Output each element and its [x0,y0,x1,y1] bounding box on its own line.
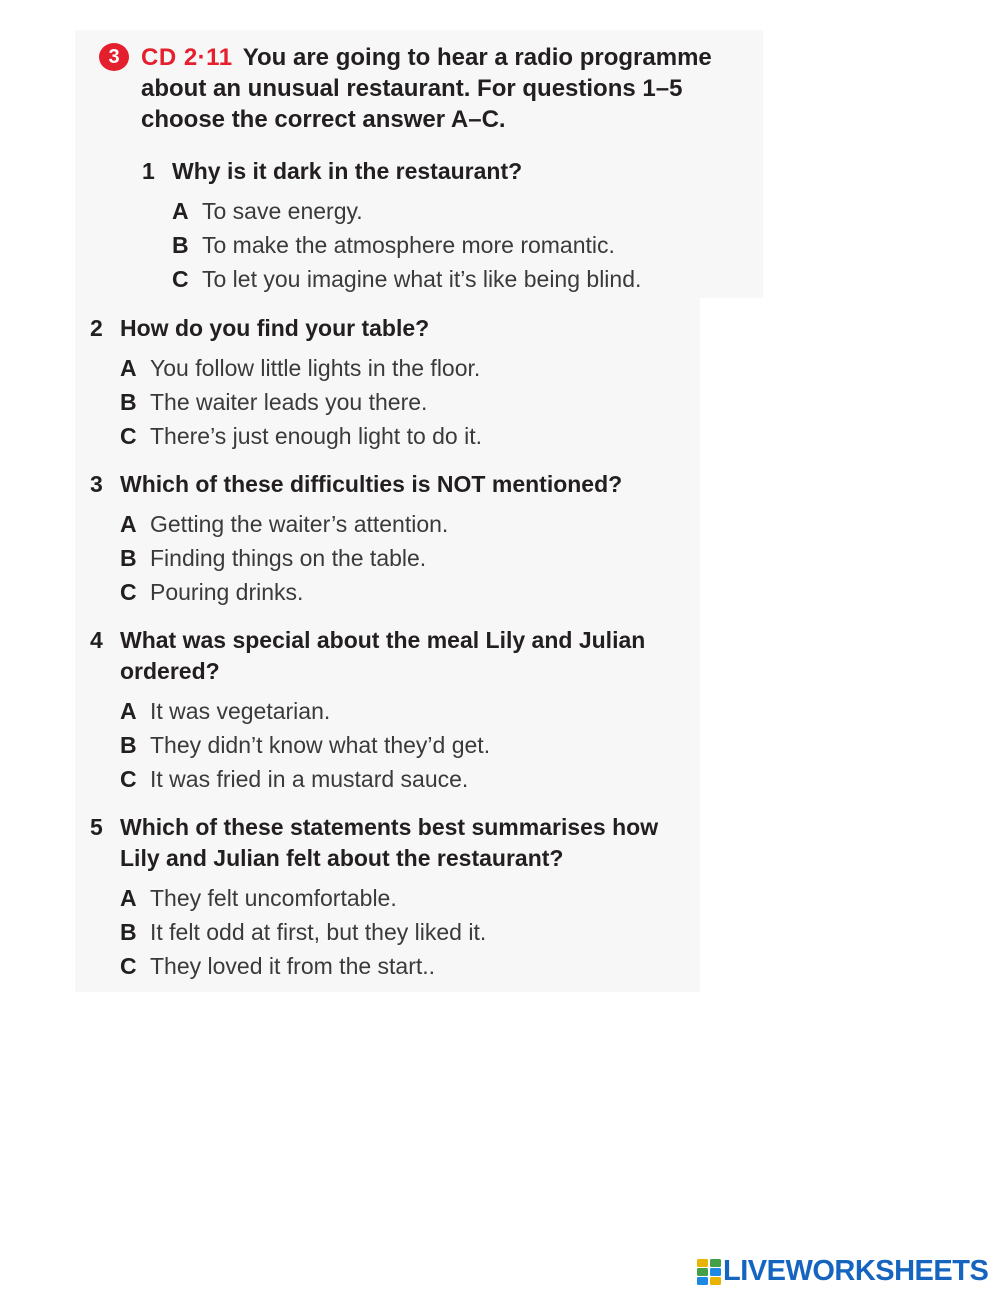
option-letter: A [120,355,137,381]
option-letter: A [120,885,137,911]
question-text: What was special about the meal Lily and Julian ordered? [120,627,646,684]
option-letter: C [120,423,137,449]
option-text: To make the atmosphere more romantic. [202,232,615,258]
question-number: 2 [90,315,103,341]
option-text: They loved it from the start.. [150,953,436,979]
option-text: Finding things on the table. [150,545,427,571]
brand-name: LIVEWORKSHEETS [723,1255,989,1287]
question-4 [90,625,690,796]
option-text: Getting the waiter’s attention. [150,511,449,537]
answer-option[interactable] [120,419,690,453]
answer-option[interactable] [172,262,742,296]
option-text: They felt uncomfortable. [150,885,397,911]
option-letter: C [120,953,137,979]
option-text: It felt odd at first, but they liked it. [150,919,487,945]
question-stem [142,156,742,187]
option-letter: C [172,266,189,292]
answer-option[interactable] [120,541,690,575]
option-text: To save energy. [202,198,363,224]
question-stem [90,469,690,500]
cd-track-label: CD 2·11 [141,44,233,71]
option-letter: A [172,198,189,224]
option-text: They didn’t know what they’d get. [150,732,491,758]
question-text: Which of these difficulties is NOT mentioned? [120,471,623,497]
answer-option[interactable] [172,194,742,228]
answer-option[interactable] [120,507,690,541]
option-letter: C [120,579,137,605]
option-letter: C [120,766,137,792]
option-letter: B [120,919,137,945]
question-stem [90,812,690,874]
answer-option[interactable] [120,728,690,762]
option-text: The waiter leads you there. [150,389,428,415]
option-text: It was vegetarian. [150,698,331,724]
question-3 [90,469,690,609]
option-text: Pouring drinks. [150,579,304,605]
option-letter: B [172,232,189,258]
question-text: Which of these statements best summarises how Lily and Julian felt about the restaurant? [120,814,659,871]
question-text: How do you find your table? [120,315,430,341]
option-text: There’s just enough light to do it. [150,423,483,449]
option-letter: A [120,698,137,724]
question-5 [90,812,690,983]
question-number: 3 [90,471,103,497]
answer-option[interactable] [120,949,690,983]
answer-option[interactable] [120,385,690,419]
option-letter: B [120,545,137,571]
instruction-text: You are going to hear a radio programme about an unusual restaurant. For questions 1–5 choose the correct answer A–C. [141,44,712,133]
question-number: 5 [90,814,103,840]
option-letter: A [120,511,137,537]
answer-option[interactable] [172,228,742,262]
question-1 [142,156,742,296]
exercise-instruction [141,42,741,135]
option-text: It was fried in a mustard sauce. [150,766,469,792]
answer-option[interactable] [120,762,690,796]
answer-option[interactable] [120,915,690,949]
question-number: 1 [142,158,155,184]
question-number: 4 [90,627,103,653]
question-text: Why is it dark in the restaurant? [172,158,523,184]
option-text: You follow little lights in the floor. [150,355,481,381]
exercise-number-badge: 3 [99,43,129,71]
answer-option[interactable] [120,575,690,609]
answer-option[interactable] [120,351,690,385]
question-stem [90,625,690,687]
question-2 [90,313,690,453]
question-stem [90,313,690,344]
liveworksheets-brand[interactable] [697,1255,988,1288]
option-letter: B [120,732,137,758]
option-text: To let you imagine what it’s like being blind. [202,266,642,292]
liveworksheets-logo-icon [697,1259,721,1285]
answer-option[interactable] [120,694,690,728]
option-letter: B [120,389,137,415]
answer-option[interactable] [120,881,690,915]
